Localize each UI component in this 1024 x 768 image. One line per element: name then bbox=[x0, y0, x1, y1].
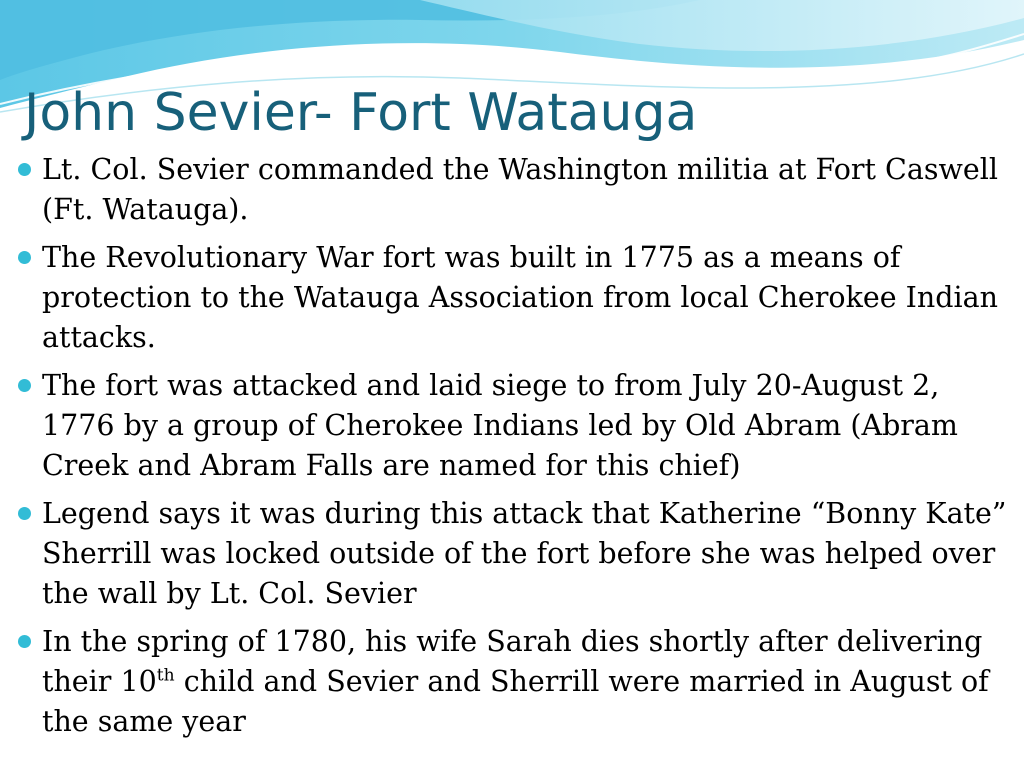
bullet-item bbox=[16, 622, 1012, 742]
bullet-dot-icon bbox=[18, 251, 31, 264]
bullet-item bbox=[16, 366, 1012, 486]
bullet-item bbox=[16, 494, 1012, 614]
bullet-list bbox=[16, 150, 1012, 750]
bullet-text: Legend says it was during this attack that Katherine “Bonny Kate” Sherrill was locked outside of the fort before she was helped over the wall by Lt. Col. Sevier bbox=[42, 497, 1007, 610]
bullet-text-start: In the spring of 1780, his wife Sarah dies shortly after delivering their 10 bbox=[42, 625, 983, 698]
bullet-dot-icon bbox=[18, 635, 31, 648]
bullet-dot-icon bbox=[18, 163, 31, 176]
slide-title: John Sevier- Fort Watauga bbox=[24, 83, 698, 143]
bullet-dot-icon bbox=[18, 379, 31, 392]
bullet-text-end: child and Sevier and Sherrill were married in August of the same year bbox=[42, 665, 989, 738]
bullet-dot-icon bbox=[18, 507, 31, 520]
ordinal-superscript: th bbox=[156, 665, 175, 686]
bullet-item bbox=[16, 150, 1012, 230]
bullet-text: The fort was attacked and laid siege to from July 20-August 2, 1776 by a group of Cherokee Indians led by Old Abram (Abram Creek and Abram Falls are named for this chief) bbox=[42, 369, 958, 482]
bullet-text: The Revolutionary War fort was built in 1775 as a means of protection to the Watauga Association from local Cherokee Indian attacks. bbox=[42, 241, 998, 354]
bullet-text: Lt. Col. Sevier commanded the Washington militia at Fort Caswell (Ft. Watauga). bbox=[42, 153, 998, 226]
bullet-item bbox=[16, 238, 1012, 358]
